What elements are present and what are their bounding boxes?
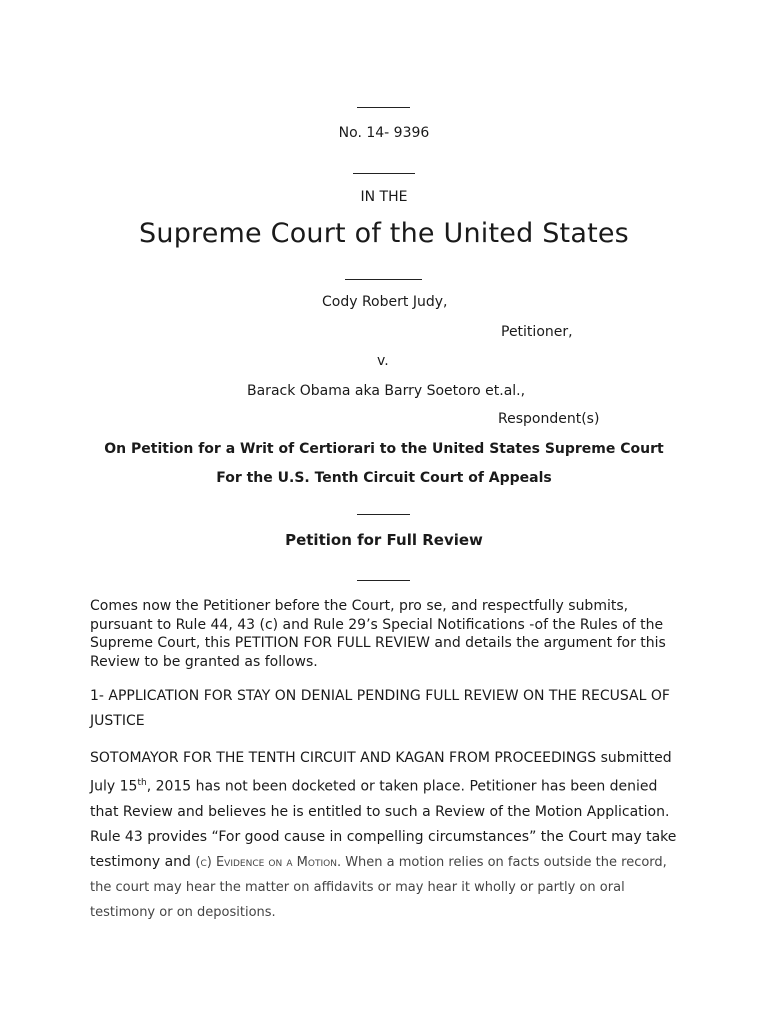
intro-paragraph: Comes now the Petitioner before the Court, pro se, and respectfully submits, pursuant to Rule 44, 43 (c) and Rule 29’s Special Notifications -of the Rules of the Supreme Court, this PETITION FOR FULL REVIEW and details the argument for this Review to be granted as follows.: [90, 598, 666, 670]
section-paragraph-text-a: SOTOMAYOR FOR THE TENTH CIRCUIT AND KAGAN FROM PROCEEDINGS submitted July 15: [90, 750, 672, 795]
in-the-label: IN THE: [360, 189, 408, 205]
separator-3: [345, 279, 422, 280]
separator-5: [357, 580, 410, 581]
respondent-role: Respondent(s): [498, 411, 600, 427]
section-heading: 1- APPLICATION FOR STAY ON DENIAL PENDING FULL REVIEW ON THE RECUSAL OF JUSTICE: [90, 688, 670, 729]
caption-line-1: On Petition for a Writ of Certiorari to the United States Supreme Court: [104, 441, 664, 457]
separator-2: [353, 173, 415, 174]
rule-quote-label: (c) Evidence on a Motion: [195, 854, 337, 870]
section-paragraph-text-b: , 2015 has not been docketed or taken place. Petitioner has been denied that Review and believes he is entitled to such a Review of the Motion Application. Rule 43 provides “For good cause in compelling circumstances” the Court may take testimony and: [90, 778, 677, 870]
respondent-name: Barack Obama aka Barry Soetoro et.al.,: [247, 383, 526, 399]
page-title: Supreme Court of the United States: [139, 218, 629, 249]
rule-quote-text: . When a motion relies on facts outside the record, the court may hear the matter on affidavits or may hear it wholly or partly on oral testimony or on depositions.: [90, 854, 667, 920]
section-paragraph: [90, 746, 680, 925]
document-title: Petition for Full Review: [285, 531, 483, 549]
petitioner-name: Cody Robert Judy,: [322, 294, 448, 310]
caption-line-2: For the U.S. Tenth Circuit Court of Appeals: [216, 470, 552, 486]
ordinal-suffix: th: [137, 778, 147, 788]
case-number: No. 14- 9396: [338, 125, 430, 141]
separator-1: [357, 107, 410, 108]
petitioner-role: Petitioner,: [501, 324, 573, 340]
versus-label: v.: [377, 353, 389, 369]
separator-4: [357, 514, 410, 515]
